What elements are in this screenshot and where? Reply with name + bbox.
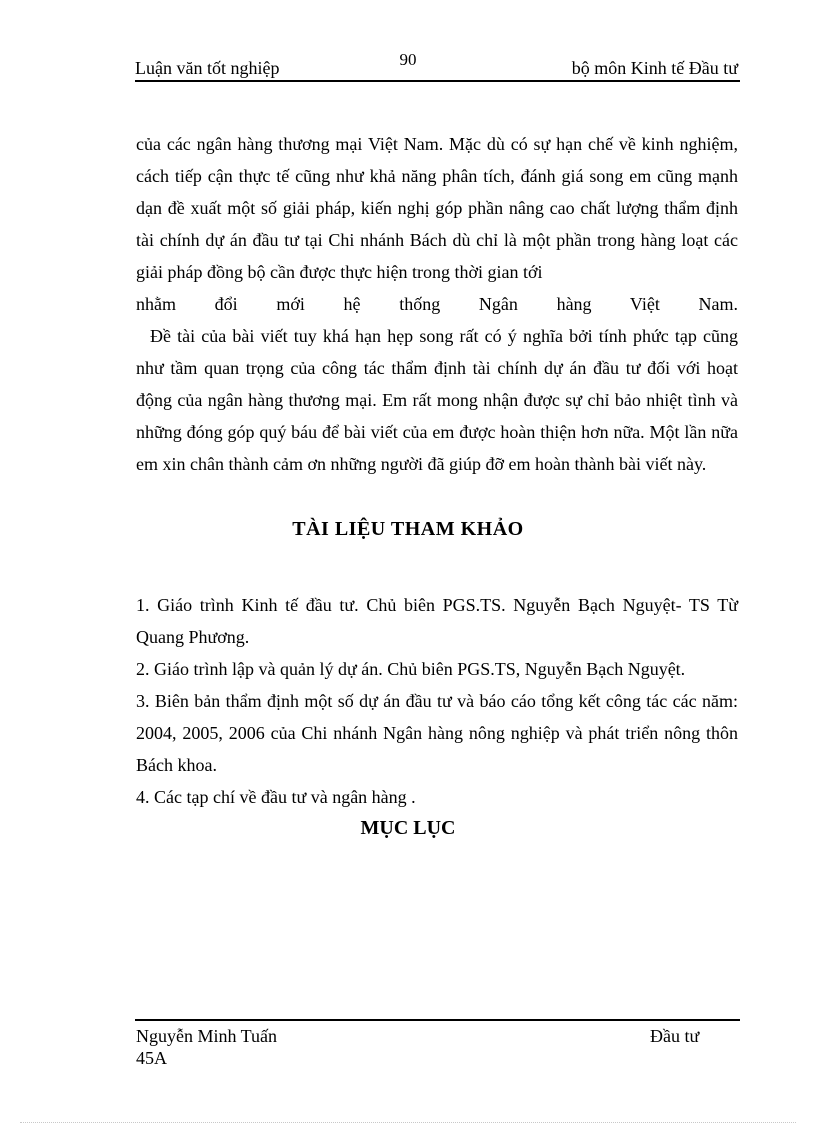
reference-item-2: 2. Giáo trình lập và quản lý dự án. Chủ biên PGS.TS, Nguyễn Bạch Nguyệt. <box>136 659 686 679</box>
paragraph-1-last-line: nhằm đổi mới hệ thống Ngân hàng Việt Nam. <box>136 294 738 314</box>
footer-author: Nguyễn Minh Tuấn <box>136 1026 278 1046</box>
header-department-label: bộ môn Kinh tế Đầu tư <box>571 58 738 78</box>
footer-major: Đầu tư <box>650 1026 700 1046</box>
body-paragraph-1 <box>136 128 738 320</box>
page-number: 90 <box>399 50 417 69</box>
references-list <box>136 589 738 813</box>
body-paragraph-2: Đề tài của bài viết tuy khá hạn hẹp song rất có ý nghĩa bởi tính phức tạp cũng như tầm quan trọng của công tác thẩm định tài chính dự án đầu tư đối với hoạt động của ngân hàng thương mại. Em rất mong nhận được sự chỉ bảo nhiệt tình và những đóng góp quý báu để bài viết của em được hoàn thiện hơn nữa. Một lần nữa em xin chân thành cảm ơn những người đã giúp đỡ em hoàn thành bài viết này. <box>136 326 738 474</box>
reference-item-1: 1. Giáo trình Kinh tế đầu tư. Chủ biên PGS.TS. Nguyễn Bạch Nguyệt- TS Từ Quang Phương. <box>136 595 738 647</box>
footer-divider <box>135 1019 740 1021</box>
footer-author-block <box>136 1025 277 1069</box>
paragraph-1-text: của các ngân hàng thương mại Việt Nam. Mặc dù có sự hạn chế về kinh nghiệm, cách tiếp cận thực tế cũng như khả năng phân tích, đánh giá song em cũng mạnh dạn đề xuất một số giải pháp, kiến nghị góp phần nâng cao chất lượng thẩm định tài chính dự án đầu tư tại Chi nhánh Bách dù chỉ là một phần trong hàng loạt các giải pháp đồng bộ cần được thực hiện trong thời gian tới <box>136 134 738 282</box>
page-header <box>135 58 740 82</box>
reference-item-3: 3. Biên bản thẩm định một số dự án đầu tư và báo cáo tổng kết công tác các năm: 2004, 2005, 2006 của Chi nhánh Ngân hàng nông nghiệp và phát triển nông thôn Bách khoa. <box>136 691 738 775</box>
reference-item-4: 4. Các tạp chí về đầu tư và ngân hàng . <box>136 787 416 807</box>
references-heading: TÀI LIỆU THAM KHẢO <box>292 518 524 540</box>
footer-class-code: 45A <box>136 1048 167 1068</box>
header-thesis-label: Luận văn tốt nghiệp <box>135 58 280 78</box>
toc-heading: MỤC LỤC <box>360 817 456 839</box>
